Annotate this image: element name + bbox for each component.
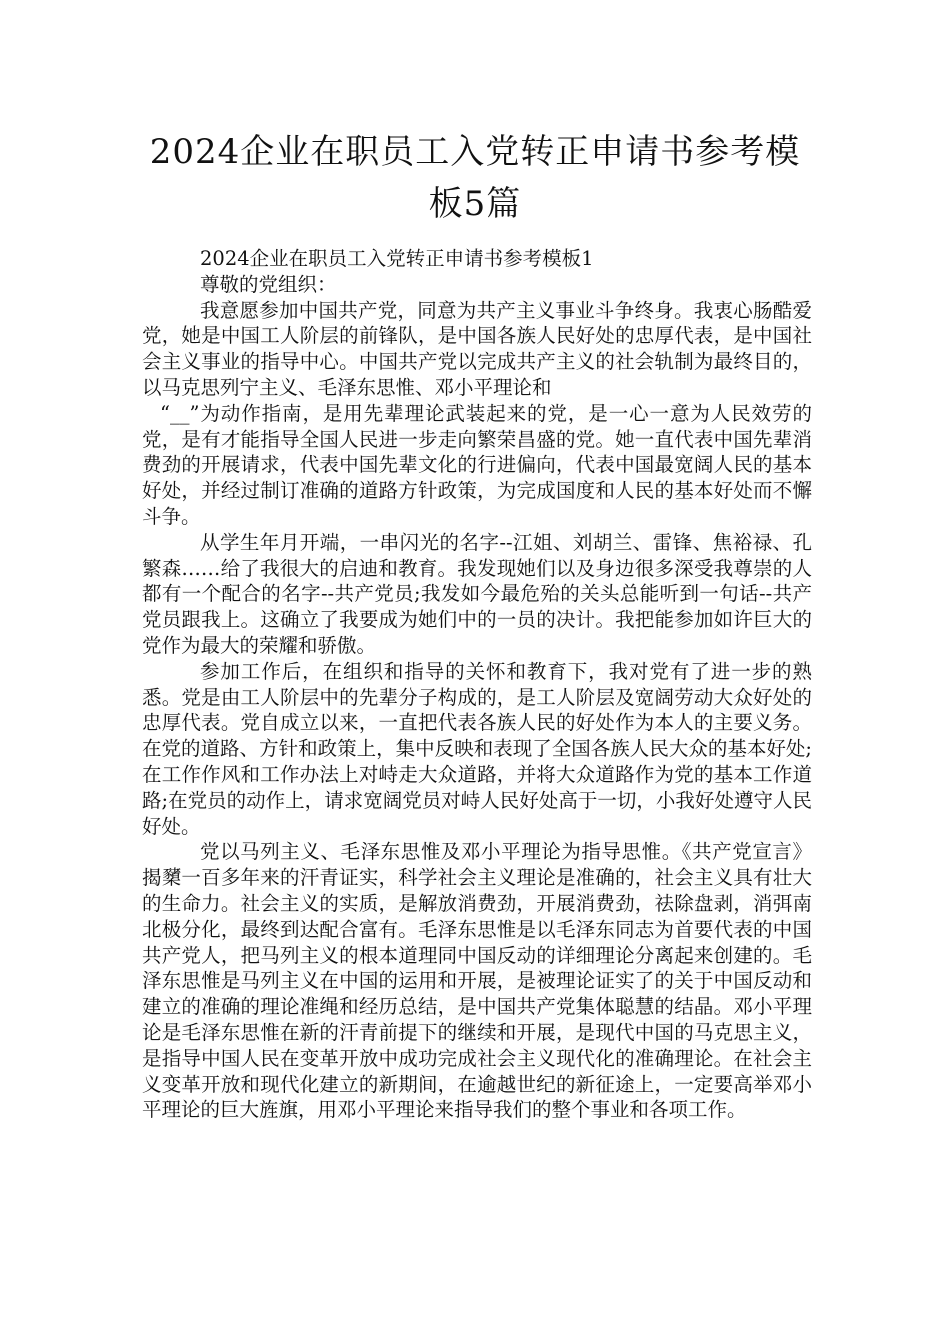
section-subtitle: 2024企业在职员工入党转正申请书参考模板1 xyxy=(200,247,594,270)
document-title xyxy=(130,126,820,230)
paragraph: 我意愿参加中国共产党，同意为共产主义事业斗争终身。我衷心肠酷爱党，她是中国工人阶层的前锋队，是中国各族人民好处的忠厚代表，是中国社会主义事业的指导中心。中国共产党以完成共产主义的社会轨制为最终目的，以马克思列宁主义、毛泽东思惟、邓小平理论和 xyxy=(142,298,812,399)
paragraph: 参加工作后，在组织和指导的关怀和教育下，我对党有了进一步的熟悉。党是由工人阶层中的先辈分子构成的，是工人阶层及宽阔劳动大众好处的忠厚代表。党自成立以来，一直把代表各族人民的好处作为本人的主要义务。在党的道路、方针和政策上，集中反映和表现了全国各族人民大众的基本好处;在工作作风和工作办法上对峙走大众道路，并将大众道路作为党的基本工作道路;在党员的动作上，请求宽阔党员对峙人民好处高于一切，小我好处遵守人民好处。 xyxy=(142,659,812,838)
paragraph: 从学生年月开端，一串闪光的名字--江姐、刘胡兰、雷锋、焦裕禄、孔繁森……给了我很大的启迪和教育。我发现她们以及身边很多深受我尊崇的人都有一个配合的名字--共产党员;我发如今最危殆的关头总能听到一句话--共产党员跟我上。这确立了我要成为她们中的一员的决计。我把能参加如许巨大的党作为最大的荣耀和骄傲。 xyxy=(142,530,812,657)
document-body xyxy=(142,246,812,1123)
salutation: 尊敬的党组织： xyxy=(200,272,337,296)
paragraph: “__”为动作指南，是用先辈理论武装起来的党，是一心一意为人民效劳的党，是有才能指导全国人民进一步走向繁荣昌盛的党。她一直代表中国先辈消费劲的开展请求，代表中国先辈文化的行进偏向，代表中国最宽阔人民的基本好处，并经过制订准确的道路方针政策，为完成国度和人民的基本好处而不懈斗争。 xyxy=(142,401,812,528)
paragraph: 党以马列主义、毛泽东思惟及邓小平理论为指导思惟。《共产党宣言》揭櫫一百多年来的汗青证实，科学社会主义理论是准确的，社会主义具有壮大的生命力。社会主义的实质，是解放消费劲，开展消费劲，祛除盘剥，消弭南北极分化，最终到达配合富有。毛泽东思惟是以毛泽东同志为首要代表的中国共产党人，把马列主义的根本道理同中国反动的详细理论分离起来创建的。毛泽东思惟是马列主义在中国的运用和开展，是被理论证实了的关于中国反动和建立的准确的理论准绳和经历总结，是中国共产党集体聪慧的结晶。邓小平理论是毛泽东思惟在新的汗青前提下的继续和开展，是现代中国的马克思主义，是指导中国人民在变革开放中成功完成社会主义现代化的准确理论。在社会主义变革开放和现代化建立的新期间，在逾越世纪的新征途上，一定要高举邓小平理论的巨大旌旗，用邓小平理论来指导我们的整个事业和各项工作。 xyxy=(142,840,812,1122)
title-line-2: 板5篇 xyxy=(428,184,522,224)
title-line-1: 2024企业在职员工入党转正申请书参考模 xyxy=(149,132,801,172)
